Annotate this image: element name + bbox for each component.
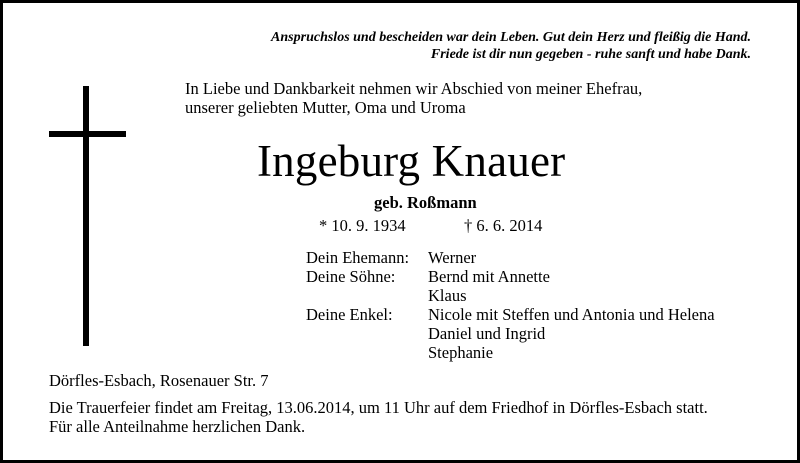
deceased-name: Ingeburg Knauer	[257, 136, 566, 186]
relative-name: Nicole mit Steffen und Antonia und Helena	[428, 305, 715, 324]
relative-label-spouse: Dein Ehemann:	[306, 248, 410, 267]
death-date: † 6. 6. 2014	[464, 216, 543, 235]
relative-label-grandchildren: Deine Enkel:	[306, 305, 393, 324]
birth-date: * 10. 9. 1934	[319, 216, 406, 235]
funeral-info: Die Trauerfeier findet am Freitag, 13.06.2014, um 11 Uhr auf dem Friedhof in Dörfles-Esbach statt.	[49, 398, 708, 417]
relative-name: Klaus	[428, 286, 467, 305]
motto-line-2: Friede ist dir nun gegeben - ruhe sanft und habe Dank.	[430, 47, 751, 62]
relative-label-sons: Deine Söhne:	[306, 267, 396, 286]
relative-name: Werner	[428, 248, 477, 267]
intro-line-2: unserer geliebten Mutter, Oma und Uroma	[185, 98, 466, 117]
relative-name: Daniel und Ingrid	[428, 324, 546, 343]
intro-line-1: In Liebe und Dankbarkeit nehmen wir Abschied von meiner Ehefrau,	[185, 79, 643, 98]
cross-horizontal-bar	[49, 131, 126, 137]
address: Dörfles-Esbach, Rosenauer Str. 7	[49, 371, 269, 390]
relative-name: Stephanie	[428, 343, 494, 362]
relative-name: Bernd mit Annette	[428, 267, 550, 286]
cross-vertical-bar	[83, 86, 89, 346]
thanks-line: Für alle Anteilnahme herzlichen Dank.	[49, 417, 306, 436]
motto-line-1: Anspruchslos und bescheiden war dein Leben. Gut dein Herz und fleißig die Hand.	[271, 30, 751, 45]
maiden-name: geb. Roßmann	[374, 193, 477, 212]
